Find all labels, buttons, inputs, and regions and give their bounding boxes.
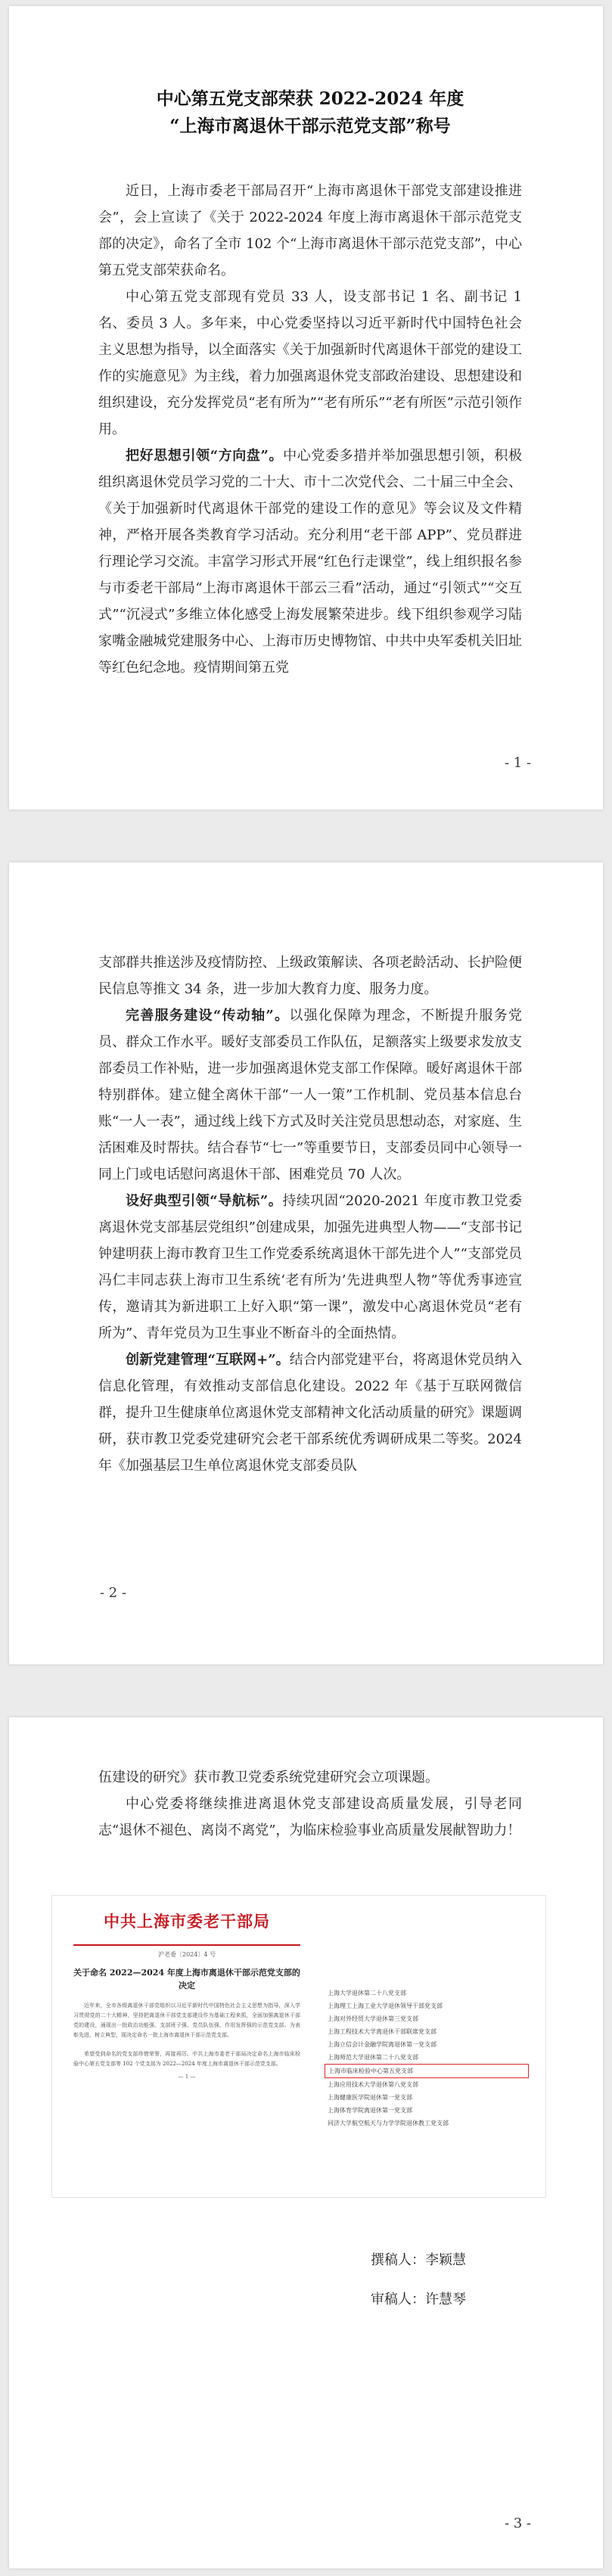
paragraph-text: 中心党委将继续推进离退休党支部建设高质量发展，引导老同志“退休不褪色、离岗不离党”，为临床检验事业高质量发展献智助力！ [98,1796,522,1838]
paragraph-lead-heading: 完善服务建设“传动轴”。 [126,1008,290,1024]
figure-list-item: 上海立信会计金融学院离退休第一党支部 [328,2041,436,2048]
page-1-paragraphs [98,178,522,681]
page-2-paragraphs [98,949,522,1479]
page-number-1: - 1 - [504,755,531,771]
paragraph [98,284,522,443]
page-3-paragraphs [98,1764,522,1844]
paragraph [98,949,522,1002]
paragraph-text: 近日，上海市委老干部局召开“上海市离退休干部党支部建设推进会”，会上宣读了《关于 2022-2024 年度上海市离退休干部示范党支部的决定》，命名了全市 102 个“上海市离退休干部示范党支部”，中心第五党支部荣获命名。 [98,183,522,278]
paragraph-text: 伍建设的研究》获市教卫党委系统党建研究会立项课题。 [98,1770,439,1785]
figure-page-number: — 1 — [178,2074,196,2080]
paragraph-text: 中心第五党支部现有党员 33 人，设支部书记 1 名、副书记 1 名、委员 3 人。多年来，中心党委坚持以习近平新时代中国特色社会主义思想为指导，以全面落实《关于加强新时代离退休干部党的建设工作的实施意见》为主线，着力加强离退休党支部政治建设、思想建设和组织建设，充分发挥党员“老有所为”“老有所乐”“老有所医”示范引领作用。 [98,289,522,437]
figure-decision-page [73,1909,300,2182]
figure-list-item: 上海健康医学院退休第一党支部 [328,2094,412,2101]
document-title-line-2: “上海市离退休干部示范党支部”称号 [169,116,451,136]
paragraph-lead-heading: 把好思想引领“方向盘”。 [126,448,284,464]
paragraph-lead-heading: 创新党建管理“互联网+”。 [126,1352,290,1368]
figure-red-rule [73,1944,300,1946]
author-line: 撰稿人：李颖慧 [371,2252,466,2268]
figure-branch-list [325,1987,529,2130]
figure-list-item: 上海工程技术大学离退休干部联席党支部 [328,2028,436,2035]
page-3-content [98,1764,522,1844]
figure-list-item: 上海对外经贸大学退休第三党支部 [328,2015,418,2022]
figure-body-text: 近年来，全市各级离退休干部党组织以习近平新时代中国特色社会主义思想为指导，深入学习贯彻党的二十大精神，坚持把离退休干部党支部建设作为基础工程来抓，全面加强离退休干部党的建设，涌现出一批政治功能强、支部班子强、党员队伍强、作用发挥强的示范党支部。为表彰先进、树立典型，现决定命名一批上海市离退休干部示范党支部。 [73,2003,300,2038]
figure-red-header: 中共上海市委老干部局 [104,1912,270,1931]
paragraph-text: 以强化保障为理念，不断提升服务党员、群众工作水平。暖好支部委员工作队伍，足额落实上级要求发放支部委员工作补贴，进一步加强离退休党支部工作保障。暖好离退休干部特别群体。建立健全离休干部“一人一策”工作机制、党员基本信息台账“一人一表”，通过线上线下方式及时关注党员思想动态，对家庭、生活困难及时帮扶。结合春节“七一”等重要节日，支部委员同中心领导一同上门或电话慰问离退休干部、困难党员 70 人次。 [98,1008,522,1182]
figure-list-item: 上海体育学院离退休第一党支部 [328,2107,412,2114]
figure-list-item: 同济大学航空航天与力学学院退休教工党支部 [328,2120,449,2127]
paragraph-text: 结合内部党建平台，将离退休党员纳入信息化管理，有效推动支部信息化建设。2022 年《基于互联网微信群，提升卫生健康单位离退休党支部精神文化活动质量的研究》课题调研，获市教卫党委党建研究会老干部系统优秀调研成果二等奖。2024 年《加强基层卫生单位离退休党支部委员队 [98,1352,522,1474]
figure-list-item-highlighted: 上海市临床检验中心第五党支部 [325,2064,529,2078]
reviewer-line: 审稿人：许慧琴 [371,2292,466,2307]
figure-list-item: 上海应用技术大学退休第八党支部 [328,2081,418,2088]
figure-list-item: 上海理工上海工业大学退休领导干部党支部 [328,2003,443,2009]
document-page-1 [9,6,603,809]
paragraph [98,1002,522,1188]
figure-list-item: 上海师范大学退休第二十八党支部 [328,2054,418,2061]
figure-list-item: 上海大学退休第二十八党支部 [328,1990,406,1996]
paragraph-text: 支部群共推送涉及疫情防控、上级政策解读、各项老龄活动、长护险便民信息等推文 34 条，进一步加大教育力度、服务力度。 [98,955,522,997]
figure-decision-title: 关于命名 2022—2024 年度上海市离退休干部示范党支部的决定 [73,1968,300,1990]
paragraph-lead-heading: 设好典型引领“导航标”。 [126,1193,283,1209]
paragraph-text: 中心党委多措并举加强思想引领，积极组织离退休党员学习党的二十大、市十二次党代会、二十届三中全会、《关于加强新时代离退休干部党的建设工作的意见》等会议及文件精神，严格开展各类教育学习活动。充分利用“老干部 APP”、党员群进行理论学习交流。丰富学习形式开展“红色行走课堂”，线上组织报名参与市委老干部局“上海市离退休干部云三看”活动，通过“引领式”“交互式”“沉浸式”多维立体化感受上海发展繁荣进步。线下组织参观学习陆家嘴金融城党建服务中心、上海市历史博物馆、中共中央军委机关旧址等红色纪念地。疫情期间第五党 [98,448,522,676]
embedded-decision-document-image [51,1895,546,2198]
page-number-2: - 2 - [100,1585,127,1601]
paragraph [98,178,522,284]
figure-body-text-2: 希望受到命名的党支部珍惜荣誉，再接再厉。中共上海市委老干部局决定命名上海市临床检验中心第五党支部等 102 个党支部为 2022—2024 年度上海市离退休干部示范党支部。 [73,2051,300,2067]
paragraph [98,1764,522,1791]
page-1-content [98,85,522,681]
document-page-2 [9,862,603,1664]
document-page-3 [9,1717,603,2568]
page-number-3: - 3 - [504,2515,531,2531]
paragraph-text: 持续巩固“2020-2021 年度市教卫党委离退休党支部基层党组织”创建成果，加强先进典型人物——“支部书记钟建明获上海市教育卫生工作党委系统离退休干部先进个人”“支部党员冯仁丰同志获上海市卫生系统‘老有所为’先进典型人物”等优秀事迹宣传，邀请其为新进职工上好入职“第一课”，激发中心离退休党员“老有所为”、青年党员为卫生事业不断奋斗的全面热情。 [98,1193,522,1341]
paragraph [98,1791,522,1844]
document-title-line-1: 中心第五党支部荣获 2022-2024 年度 [156,89,464,109]
page-2-content [98,949,522,1479]
paragraph [98,443,522,681]
paragraph [98,1347,522,1479]
paragraph [98,1188,522,1347]
figure-document-number: 沪老委〔2024〕4 号 [158,1951,216,1958]
